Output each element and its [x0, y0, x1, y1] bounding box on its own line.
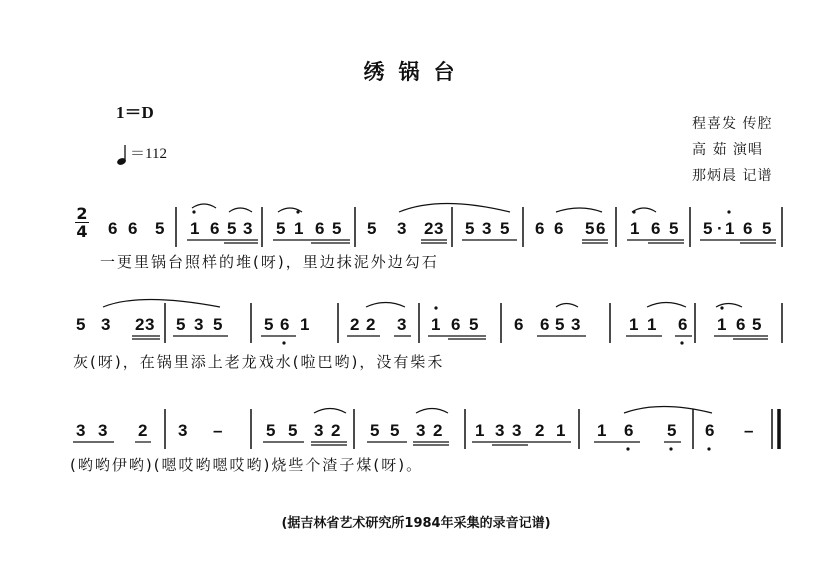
svg-text:5: 5	[276, 219, 286, 238]
svg-text:2: 2	[424, 219, 434, 238]
svg-text:2: 2	[331, 421, 341, 440]
svg-text:–: –	[213, 421, 223, 440]
svg-text:6: 6	[743, 219, 753, 238]
svg-text:3: 3	[314, 421, 324, 440]
svg-text:6: 6	[128, 219, 138, 238]
lyric-text: 灰(呀)，在锅里添上老龙戏水(啦巴哟)，没有柴禾	[73, 353, 445, 371]
svg-text:2: 2	[433, 421, 443, 440]
svg-text:1: 1	[725, 219, 735, 238]
svg-text:5: 5	[76, 315, 86, 334]
score-row-2	[76, 300, 782, 345]
key-signature: 1＝D	[116, 103, 154, 122]
svg-text:6: 6	[535, 219, 545, 238]
svg-text:5: 5	[266, 421, 276, 440]
svg-text:5: 5	[555, 315, 565, 334]
svg-text:2: 2	[535, 421, 545, 440]
lyric-line-1	[100, 251, 439, 272]
svg-text:6: 6	[108, 219, 118, 238]
svg-text:5: 5	[390, 421, 400, 440]
lyric-line-3	[70, 454, 423, 475]
svg-text:3: 3	[434, 219, 444, 238]
svg-text:3: 3	[397, 315, 407, 334]
svg-text:5: 5	[762, 219, 772, 238]
svg-text:3: 3	[571, 315, 581, 334]
credit-arranger: 程喜发 传腔	[692, 116, 773, 132]
svg-text:2: 2	[366, 315, 376, 334]
svg-text:6: 6	[280, 315, 290, 334]
svg-text:1: 1	[294, 219, 304, 238]
svg-text:6: 6	[736, 315, 746, 334]
lyric-text: (哟哟伊哟)(嗯哎哟嗯哎哟)烧些个渣子煤(呀)。	[70, 456, 424, 474]
svg-text:1: 1	[431, 315, 441, 334]
credit-singer: 高 茹 演唱	[692, 142, 763, 158]
svg-text:3: 3	[145, 315, 155, 334]
svg-text:5: 5	[703, 219, 713, 238]
svg-text:5: 5	[752, 315, 762, 334]
svg-text:3: 3	[178, 421, 188, 440]
svg-text:6: 6	[554, 219, 564, 238]
svg-text:3: 3	[512, 421, 522, 440]
tempo-value: ＝112	[130, 146, 167, 162]
svg-text:3: 3	[98, 421, 108, 440]
credit-transcriber: 那炳晨 记谱	[692, 168, 773, 184]
svg-text:5: 5	[469, 315, 479, 334]
svg-text:5: 5	[500, 219, 510, 238]
svg-text:5: 5	[669, 219, 679, 238]
time-signature-top: 2	[76, 204, 88, 223]
svg-text:3: 3	[482, 219, 492, 238]
svg-text:1: 1	[300, 315, 310, 334]
svg-text:1: 1	[556, 421, 566, 440]
svg-text:1: 1	[629, 315, 639, 334]
source-note: (据吉林省艺术研究所1984年采集的录音记谱)	[281, 516, 551, 531]
svg-text:5: 5	[370, 421, 380, 440]
svg-text:3: 3	[194, 315, 204, 334]
time-signature-bottom: 4	[76, 222, 88, 241]
svg-text:6: 6	[514, 315, 524, 334]
svg-text:6: 6	[651, 219, 661, 238]
svg-text:·: ·	[717, 219, 723, 238]
svg-text:6: 6	[540, 315, 550, 334]
svg-text:1: 1	[647, 315, 657, 334]
lyric-text: 一更里锅台照样的堆(呀)，里边抹泥外边勾石	[100, 253, 439, 271]
svg-text:3: 3	[416, 421, 426, 440]
svg-text:2: 2	[350, 315, 360, 334]
svg-text:3: 3	[243, 219, 253, 238]
svg-text:5: 5	[288, 421, 298, 440]
svg-text:–: –	[744, 421, 754, 440]
svg-text:5: 5	[585, 219, 595, 238]
svg-text:2: 2	[138, 421, 148, 440]
svg-text:6: 6	[705, 421, 715, 440]
svg-text:5: 5	[465, 219, 475, 238]
svg-text:5: 5	[264, 315, 274, 334]
svg-text:3: 3	[76, 421, 86, 440]
svg-text:5: 5	[213, 315, 223, 334]
svg-text:1: 1	[190, 219, 200, 238]
svg-text:1: 1	[475, 421, 485, 440]
svg-text:5: 5	[332, 219, 342, 238]
svg-text:6: 6	[210, 219, 220, 238]
svg-text:5: 5	[155, 219, 165, 238]
svg-text:5: 5	[367, 219, 377, 238]
svg-text:5: 5	[667, 421, 677, 440]
svg-text:5: 5	[176, 315, 186, 334]
svg-text:5: 5	[227, 219, 237, 238]
svg-text:6: 6	[315, 219, 325, 238]
score-row-1	[108, 204, 782, 248]
svg-text:3: 3	[495, 421, 505, 440]
svg-text:1: 1	[597, 421, 607, 440]
score-row-3	[73, 407, 779, 451]
lyric-line-2	[73, 351, 444, 372]
svg-text:3: 3	[101, 315, 111, 334]
svg-text:2: 2	[135, 315, 145, 334]
svg-text:6: 6	[624, 421, 634, 440]
song-title: 绣锅台	[363, 60, 469, 84]
svg-text:6: 6	[451, 315, 461, 334]
svg-text:6: 6	[678, 315, 688, 334]
svg-text:1: 1	[717, 315, 727, 334]
svg-text:1: 1	[630, 219, 640, 238]
svg-text:6: 6	[596, 219, 606, 238]
svg-text:3: 3	[397, 219, 407, 238]
